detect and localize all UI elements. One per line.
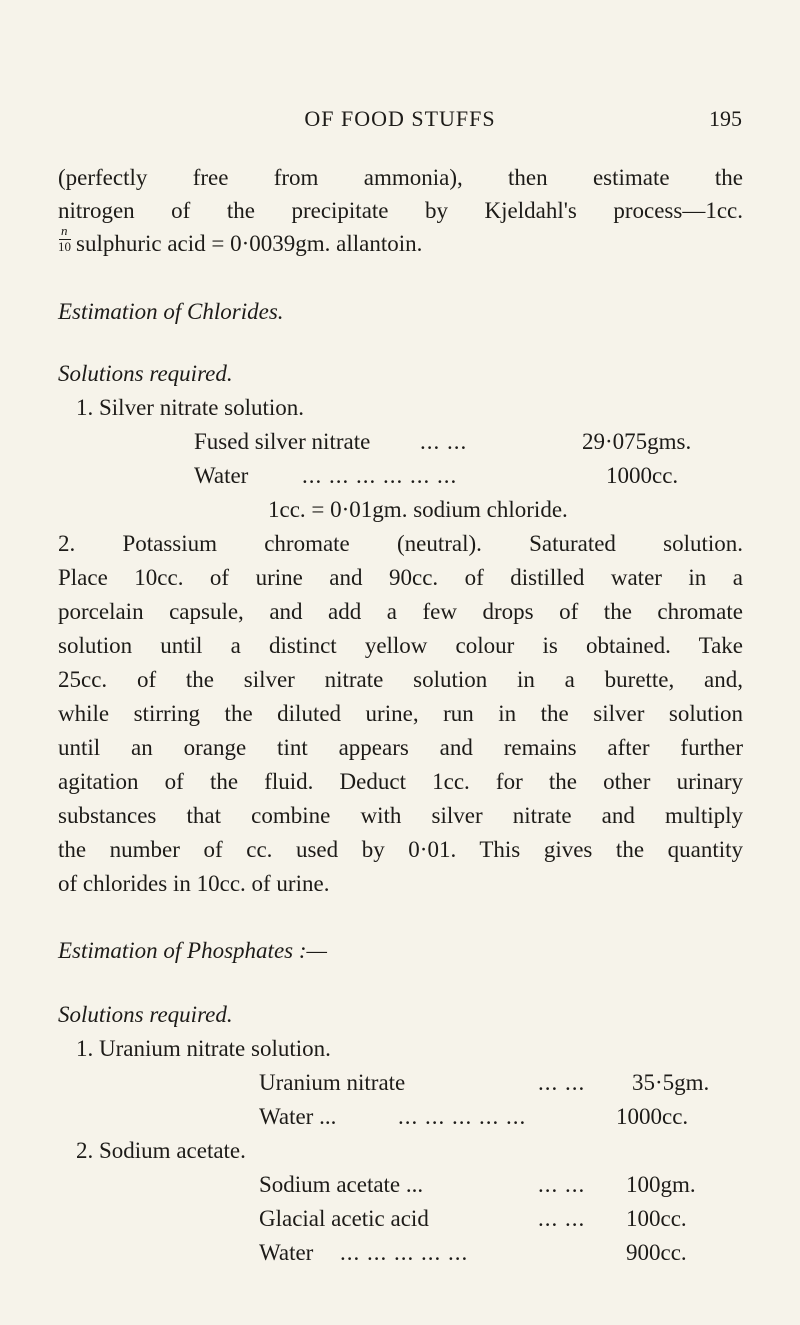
recipe-value: 100gm.: [626, 1172, 696, 1197]
recipe-leader: ... ... ... ... ... ...: [302, 463, 458, 488]
recipe-value: 29·075gms.: [582, 429, 692, 454]
recipe-value: 100cc.: [626, 1206, 687, 1231]
paragraph-last-line: of chlorides in 10cc. of urine.: [58, 871, 330, 896]
section-heading-phosphates: Estimation of Phosphates :—: [58, 938, 327, 963]
recipe-label: Glacial acetic acid: [259, 1206, 429, 1231]
paragraph-line: solution until a distinct yellow colour is obtained. Take: [58, 633, 743, 658]
paragraph-line: the number of cc. used by 0·01. This gives the quantity: [58, 837, 743, 862]
recipe-label: Water: [194, 463, 249, 488]
decinormal-fraction: [58, 223, 72, 255]
recipe-value: 900cc.: [626, 1240, 687, 1265]
equivalence-line: 1cc. = 0·01gm. sodium chloride.: [268, 497, 568, 522]
recipe-value: 35·5gm.: [632, 1070, 710, 1095]
section-heading-chlorides: Estimation of Chlorides.: [58, 299, 284, 324]
paragraph-line: agitation of the fluid. Deduct 1cc. for the other urinary: [58, 769, 743, 794]
intro-line-3-text: sulphuric acid = 0·0039gm. allantoin.: [76, 231, 423, 256]
recipe-leader: ... ...: [538, 1206, 586, 1231]
subheading-solutions-phosphates: Solutions required.: [58, 1002, 233, 1027]
recipe-leader: ... ...: [538, 1070, 586, 1095]
recipe-leader: ... ... ... ... ...: [340, 1240, 469, 1265]
recipe-leader: ... ... ... ... ...: [398, 1104, 527, 1129]
intro-line-3: [58, 223, 423, 259]
paragraph-line: 2. Potassium chromate (neutral). Saturated solution.: [58, 531, 743, 556]
recipe-label: Water: [259, 1240, 314, 1265]
fraction-numerator: n: [61, 223, 68, 238]
intro-line-2: nitrogen of the precipitate by Kjeldahl's process—1cc.: [58, 198, 743, 223]
recipe-label: Water ...: [259, 1104, 337, 1129]
intro-line-1: (perfectly free from ammonia), then estimate the: [58, 165, 743, 190]
running-header: OF FOOD STUFFS: [304, 106, 496, 131]
page-number: 195: [709, 106, 742, 131]
recipe-label: Uranium nitrate: [259, 1070, 406, 1095]
recipe-value: 1000cc.: [606, 463, 679, 488]
paragraph-line: Place 10cc. of urine and 90cc. of distilled water in a: [58, 565, 743, 590]
paragraph-line: 25cc. of the silver nitrate solution in a burette, and,: [58, 667, 743, 692]
chlorides-item-1: 1. Silver nitrate solution.: [76, 395, 305, 420]
phosphates-item-2: 2. Sodium acetate.: [76, 1138, 246, 1163]
subheading-solutions-chlorides: Solutions required.: [58, 361, 233, 386]
fraction-denominator: 10: [58, 239, 71, 254]
recipe-label: Sodium acetate ...: [259, 1172, 424, 1197]
recipe-leader: ... ...: [420, 429, 468, 454]
paragraph-line: porcelain capsule, and add a few drops of the chromate: [58, 599, 743, 624]
phosphates-item-1: 1. Uranium nitrate solution.: [76, 1036, 331, 1061]
paragraph-line: while stirring the diluted urine, run in the silver solution: [58, 701, 743, 726]
recipe-leader: ... ...: [538, 1172, 586, 1197]
paragraph-line: until an orange tint appears and remains after further: [58, 735, 743, 760]
recipe-value: 1000cc.: [616, 1104, 689, 1129]
paragraph-line: substances that combine with silver nitrate and multiply: [58, 803, 743, 828]
recipe-label: Fused silver nitrate: [194, 429, 371, 454]
